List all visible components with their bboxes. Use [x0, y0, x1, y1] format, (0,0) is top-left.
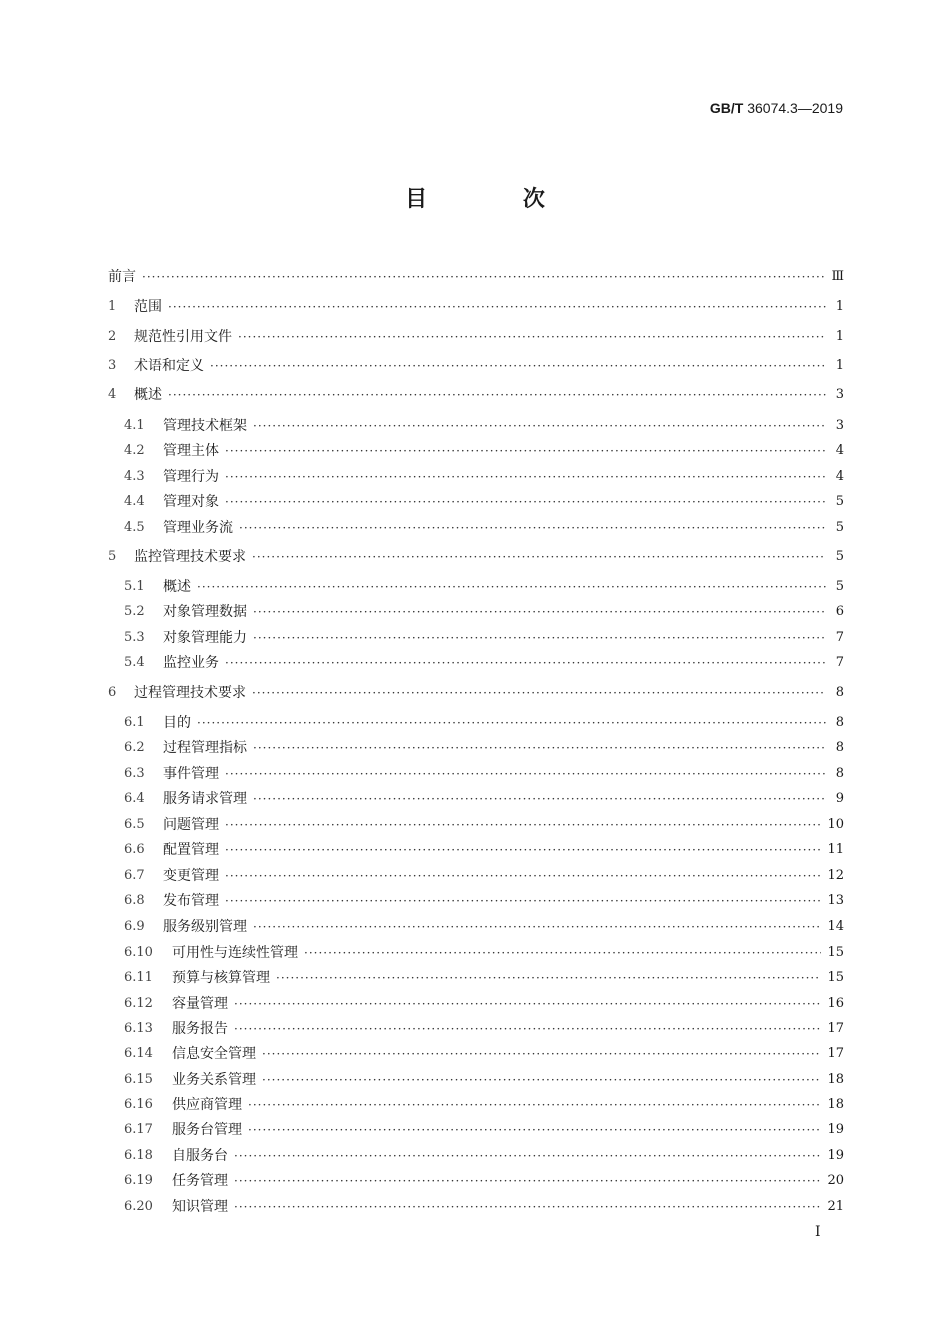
toc-entry-label: 供应商管理 [172, 1097, 242, 1113]
toc-entry-label: 变更管理 [163, 868, 219, 884]
toc-entry-page: 6 [835, 604, 844, 619]
toc-entry-label: 管理对象 [163, 494, 219, 510]
toc-leader-dots [252, 682, 826, 704]
toc-leader-dots [225, 814, 821, 836]
toc-entry[interactable] [108, 296, 844, 318]
toc-entry[interactable] [108, 440, 844, 462]
toc-entry-label: 规范性引用文件 [134, 329, 232, 345]
page-number: I [815, 1224, 821, 1240]
toc-entry-label: 管理行为 [163, 469, 219, 485]
toc-leader-dots [197, 712, 826, 734]
toc-entry-number: 1 [108, 299, 117, 314]
toc-entry-label: 管理业务流 [163, 520, 233, 536]
toc-entry-number: 5.2 [124, 604, 145, 619]
standard-prefix: GB/T [709, 100, 744, 116]
toc-entry-number: 4.5 [124, 520, 145, 535]
toc-leader-dots [252, 546, 826, 568]
toc-entry-label: 服务报告 [172, 1021, 228, 1037]
toc-entry-page: 4 [835, 443, 844, 458]
toc-entry-number: 6.4 [124, 791, 145, 806]
toc-entry-page: 18 [827, 1097, 844, 1112]
toc-entry[interactable] [108, 839, 844, 861]
standard-code [710, 100, 843, 116]
toc-entry-page: 14 [827, 919, 844, 934]
toc-entry-number: 6.13 [124, 1021, 153, 1036]
toc-entry[interactable] [108, 1170, 844, 1192]
toc-entry-number: 6.19 [124, 1173, 153, 1188]
toc-entry-page: 17 [827, 1046, 844, 1061]
toc-leader-dots [168, 384, 826, 406]
toc-entry-page: 21 [827, 1199, 844, 1214]
toc-entry-label: 范围 [134, 299, 162, 315]
toc-entry-number: 6.20 [124, 1199, 153, 1214]
toc-entry-number: 6.15 [124, 1072, 153, 1087]
toc-entry[interactable] [108, 415, 844, 437]
toc-entry-label: 信息安全管理 [172, 1046, 256, 1062]
toc-leader-dots [304, 942, 821, 964]
toc-entry-label: 预算与核算管理 [172, 970, 270, 986]
toc-entry-page: 3 [835, 387, 844, 402]
toc-entry-page: 5 [835, 579, 844, 594]
toc-entry-number: 5.4 [124, 655, 145, 670]
toc-entry[interactable] [108, 788, 844, 810]
toc-entry-label: 过程管理指标 [163, 740, 247, 756]
toc-leader-dots [225, 466, 826, 488]
toc-entry-label: 目的 [163, 715, 191, 731]
toc-entry-page: 9 [835, 791, 844, 806]
toc-entry[interactable] [108, 326, 844, 348]
toc-entry[interactable] [108, 712, 844, 734]
toc-leader-dots [234, 1018, 821, 1040]
toc-entry[interactable] [108, 890, 844, 912]
toc-entry[interactable] [108, 1069, 844, 1091]
toc-entry-label: 术语和定义 [134, 358, 204, 374]
toc-entry-label: 服务级别管理 [163, 919, 247, 935]
toc-leader-dots [225, 440, 826, 462]
toc-entry-label: 监控业务 [163, 655, 219, 671]
toc-entry[interactable] [108, 993, 844, 1015]
toc-entry-number: 2 [108, 329, 117, 344]
toc-entry-page: 11 [827, 842, 844, 857]
toc-entry-page: 5 [835, 549, 844, 564]
toc-leader-dots [197, 576, 826, 598]
toc-entry[interactable] [108, 737, 844, 759]
toc-entry-number: 6.17 [124, 1122, 153, 1137]
toc-entry[interactable] [108, 652, 844, 674]
toc-entry[interactable] [108, 967, 844, 989]
toc-entry-label: 配置管理 [163, 842, 219, 858]
toc-entry-label: 监控管理技术要求 [134, 549, 246, 565]
toc-leader-dots [253, 601, 826, 623]
toc-leader-dots [225, 839, 821, 861]
toc-entry-page: 10 [827, 817, 844, 832]
toc-entry-page: 5 [835, 520, 844, 535]
toc-entry-page: 12 [827, 868, 844, 883]
toc-entry[interactable] [108, 1043, 844, 1065]
toc-leader-dots [262, 1069, 821, 1091]
toc-entry-page: 1 [835, 358, 844, 373]
toc-entry[interactable] [108, 601, 844, 623]
toc-entry-number: 4.4 [124, 494, 145, 509]
toc-entry[interactable] [108, 491, 844, 513]
toc-entry[interactable] [108, 517, 844, 539]
toc-leader-dots [225, 890, 821, 912]
toc-entry-number: 6 [108, 685, 117, 700]
toc-entry-page: 4 [835, 469, 844, 484]
toc-entry-page: 1 [835, 299, 844, 314]
toc-entry-page: 19 [827, 1122, 844, 1137]
toc-entry[interactable] [108, 865, 844, 887]
toc-entry-number: 5.1 [124, 579, 145, 594]
toc-entry-number: 6.18 [124, 1148, 153, 1163]
toc-entry-page: 1 [835, 329, 844, 344]
toc-entry[interactable] [108, 1119, 844, 1141]
toc-entry[interactable] [108, 576, 844, 598]
toc-entry-page: 13 [827, 893, 844, 908]
toc-entry[interactable] [108, 266, 844, 288]
toc-entry-label: 自服务台 [172, 1148, 228, 1164]
toc-entry[interactable] [108, 1018, 844, 1040]
toc-entry-label: 业务关系管理 [172, 1072, 256, 1088]
toc-entry-page: 7 [835, 655, 844, 670]
toc-entry-label: 容量管理 [172, 996, 228, 1012]
toc-entry[interactable] [108, 1196, 844, 1218]
toc-entry-number: 4.1 [124, 418, 145, 433]
toc-entry-label: 事件管理 [163, 766, 219, 782]
toc-entry-number: 3 [108, 358, 117, 373]
toc-leader-dots [276, 967, 821, 989]
toc-entry-label: 管理主体 [163, 443, 219, 459]
page-title: 目 次 [405, 187, 589, 212]
toc-leader-dots [234, 1145, 821, 1167]
toc-entry-number: 6.11 [124, 970, 153, 985]
toc-entry-label: 问题管理 [163, 817, 219, 833]
toc-entry[interactable] [108, 546, 844, 568]
toc-entry-label: 对象管理能力 [163, 630, 247, 646]
toc-entry[interactable] [108, 814, 844, 836]
toc-entry-number: 6.9 [124, 919, 145, 934]
toc-entry-page: 5 [835, 494, 844, 509]
toc-leader-dots [253, 627, 826, 649]
toc-entry-number: 4 [108, 387, 117, 402]
toc-entry-number: 6.12 [124, 996, 153, 1011]
toc-entry-number: 4.3 [124, 469, 145, 484]
toc-leader-dots [234, 1196, 821, 1218]
toc-entry[interactable] [108, 384, 844, 406]
toc-entry-number: 6.5 [124, 817, 145, 832]
toc-leader-dots [168, 296, 826, 318]
toc-entry-page: 19 [827, 1148, 844, 1163]
toc-entry-label: 概述 [163, 579, 191, 595]
toc-entry[interactable] [108, 1145, 844, 1167]
toc-entry-label: 前言 [108, 269, 136, 285]
toc-leader-dots [253, 737, 826, 759]
toc-entry-label: 概述 [134, 387, 162, 403]
toc-entry[interactable] [108, 916, 844, 938]
toc-entry-label: 服务请求管理 [163, 791, 247, 807]
toc-entry-number: 6.1 [124, 715, 145, 730]
toc-entry-label: 服务台管理 [172, 1122, 242, 1138]
toc-entry-page: 15 [827, 970, 844, 985]
toc-entry-number: 6.16 [124, 1097, 153, 1112]
toc-entry-page: Ⅲ [831, 269, 844, 284]
toc-entry-page: 15 [827, 945, 844, 960]
toc-leader-dots [234, 1170, 821, 1192]
toc-leader-dots [253, 916, 821, 938]
toc-entry-number: 6.7 [124, 868, 145, 883]
toc-entry-number: 5 [108, 549, 117, 564]
toc-leader-dots [234, 993, 821, 1015]
toc-leader-dots [225, 652, 826, 674]
toc-entry[interactable] [108, 355, 844, 377]
toc-entry-number: 6.3 [124, 766, 145, 781]
toc-entry-label: 任务管理 [172, 1173, 228, 1189]
toc-entry-label: 过程管理技术要求 [134, 685, 246, 701]
toc-entry-number: 5.3 [124, 630, 145, 645]
toc-entry-number: 6.2 [124, 740, 145, 755]
toc-leader-dots [239, 517, 826, 539]
toc-leader-dots [253, 788, 826, 810]
toc-entry-page: 16 [827, 996, 844, 1011]
toc-entry[interactable] [108, 1094, 844, 1116]
toc-leader-dots [262, 1043, 821, 1065]
standard-number: 36074.3—2019 [747, 100, 843, 116]
toc-entry-page: 8 [835, 766, 844, 781]
toc-entry-number: 6.14 [124, 1046, 153, 1061]
toc-entry-page: 20 [827, 1173, 844, 1188]
toc-leader-dots [253, 415, 826, 437]
toc-entry-label: 发布管理 [163, 893, 219, 909]
toc-leader-dots [248, 1119, 821, 1141]
toc-entry-number: 4.2 [124, 443, 145, 458]
toc-entry-number: 6.8 [124, 893, 145, 908]
toc-entry-page: 18 [827, 1072, 844, 1087]
toc-leader-dots [142, 266, 825, 288]
toc-entry-number: 6.10 [124, 945, 153, 960]
toc-entry-page: 8 [835, 715, 844, 730]
toc-leader-dots [225, 491, 826, 513]
toc-entry-page: 7 [835, 630, 844, 645]
toc-leader-dots [210, 355, 826, 377]
toc-entry[interactable] [108, 682, 844, 704]
toc-leader-dots [238, 326, 826, 348]
toc-entry-page: 8 [835, 685, 844, 700]
toc-leader-dots [248, 1094, 821, 1116]
toc-entry-page: 3 [835, 418, 844, 433]
toc-entry[interactable] [108, 466, 844, 488]
toc-leader-dots [225, 763, 826, 785]
toc-entry-page: 8 [835, 740, 844, 755]
toc-entry[interactable] [108, 763, 844, 785]
toc-entry-label: 知识管理 [172, 1199, 228, 1215]
toc-entry[interactable] [108, 627, 844, 649]
toc-leader-dots [225, 865, 821, 887]
toc-entry-label: 对象管理数据 [163, 604, 247, 620]
toc-entry-label: 可用性与连续性管理 [172, 945, 298, 961]
toc-entry-number: 6.6 [124, 842, 145, 857]
toc-entry[interactable] [108, 942, 844, 964]
toc-entry-label: 管理技术框架 [163, 418, 247, 434]
toc-entry-page: 17 [827, 1021, 844, 1036]
